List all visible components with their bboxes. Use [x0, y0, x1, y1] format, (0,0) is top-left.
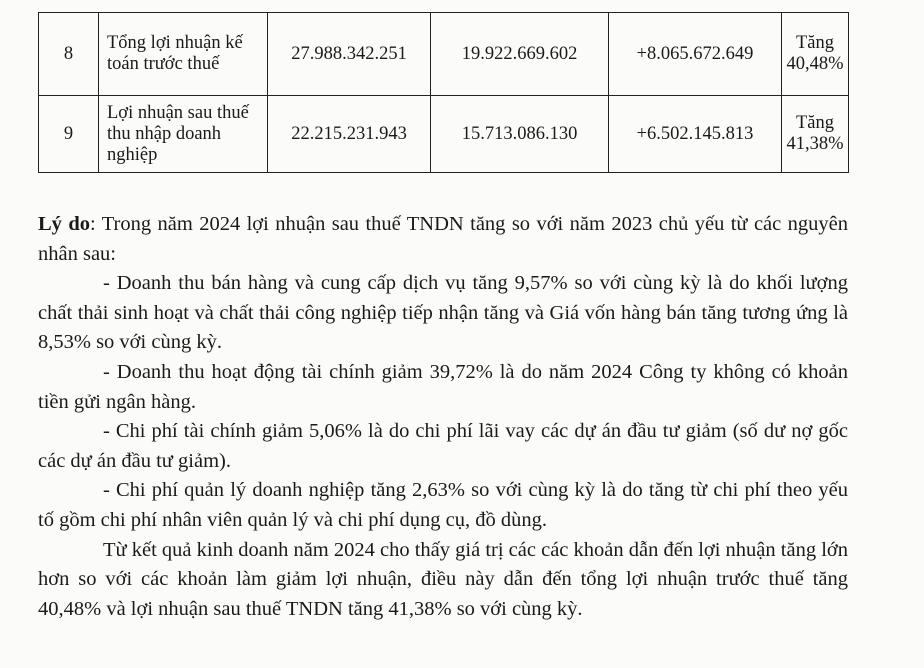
change-percent: 41,38%: [786, 134, 844, 154]
change-label: Tăng: [795, 113, 834, 133]
change-cell: [782, 96, 849, 173]
row-number: 9: [39, 96, 99, 173]
change-cell: [782, 13, 849, 96]
value-2024: 27.988.342.251: [268, 13, 431, 96]
reason-text: : Trong năm 2024 lợi nhuận sau thuế TNDN tăng so với năm 2023 chủ yếu từ các nguyên nhân sau:: [38, 213, 848, 265]
document-body: [38, 210, 848, 624]
conclusion-paragraph: Từ kết quả kinh doanh năm 2024 cho thấy giá trị các các khoản dẫn đến lợi nhuận tăng lớn hơn so với các khoản làm giảm lợi nhuận, điều này dẫn đến tổng lợi nhuận trước thuế tăng 40,48% và lợi nhuận sau thuế TNDN tăng 41,38% so với cùng kỳ.: [38, 538, 848, 620]
change-percent: 40,48%: [786, 54, 844, 74]
row-item: Tổng lợi nhuận kế toán trước thuế: [99, 13, 268, 96]
difference: +8.065.672.649: [609, 13, 782, 96]
financial-table: [38, 12, 849, 173]
change-label: Tăng: [795, 33, 834, 53]
bullet-paragraph: - Doanh thu hoạt động tài chính giảm 39,72% là do năm 2024 Công ty không có khoản tiền gửi ngân hàng.: [38, 360, 848, 413]
table-row: [39, 96, 849, 173]
row-number: 8: [39, 13, 99, 96]
bullet-paragraph: - Chi phí quản lý doanh nghiệp tăng 2,63% so với cùng kỳ là do tăng từ chi phí theo yếu tố gồm chi phí nhân viên quản lý và chi phí dụng cụ, đồ dùng.: [38, 479, 848, 531]
reason-label: Lý do: [38, 213, 90, 235]
value-2023: 15.713.086.130: [431, 96, 609, 173]
table-row: [39, 13, 849, 96]
bullet-paragraph: - Doanh thu bán hàng và cung cấp dịch vụ tăng 9,57% so với cùng kỳ là do khối lượng chất thải sinh hoạt và chất thải công nghiệp tiếp nhận tăng và Giá vốn hàng bán tăng tương ứng là 8,53% so với cùng kỳ.: [38, 272, 848, 354]
row-item: Lợi nhuận sau thuế thu nhập doanh nghiệp: [99, 96, 268, 173]
reason-paragraph: [38, 210, 848, 269]
bullet-paragraph: - Chi phí tài chính giảm 5,06% là do chi phí lãi vay các dự án đầu tư giảm (số dư nợ gốc các dự án đầu tư giảm).: [38, 420, 848, 472]
value-2024: 22.215.231.943: [268, 96, 431, 173]
value-2023: 19.922.669.602: [431, 13, 609, 96]
difference: +6.502.145.813: [609, 96, 782, 173]
